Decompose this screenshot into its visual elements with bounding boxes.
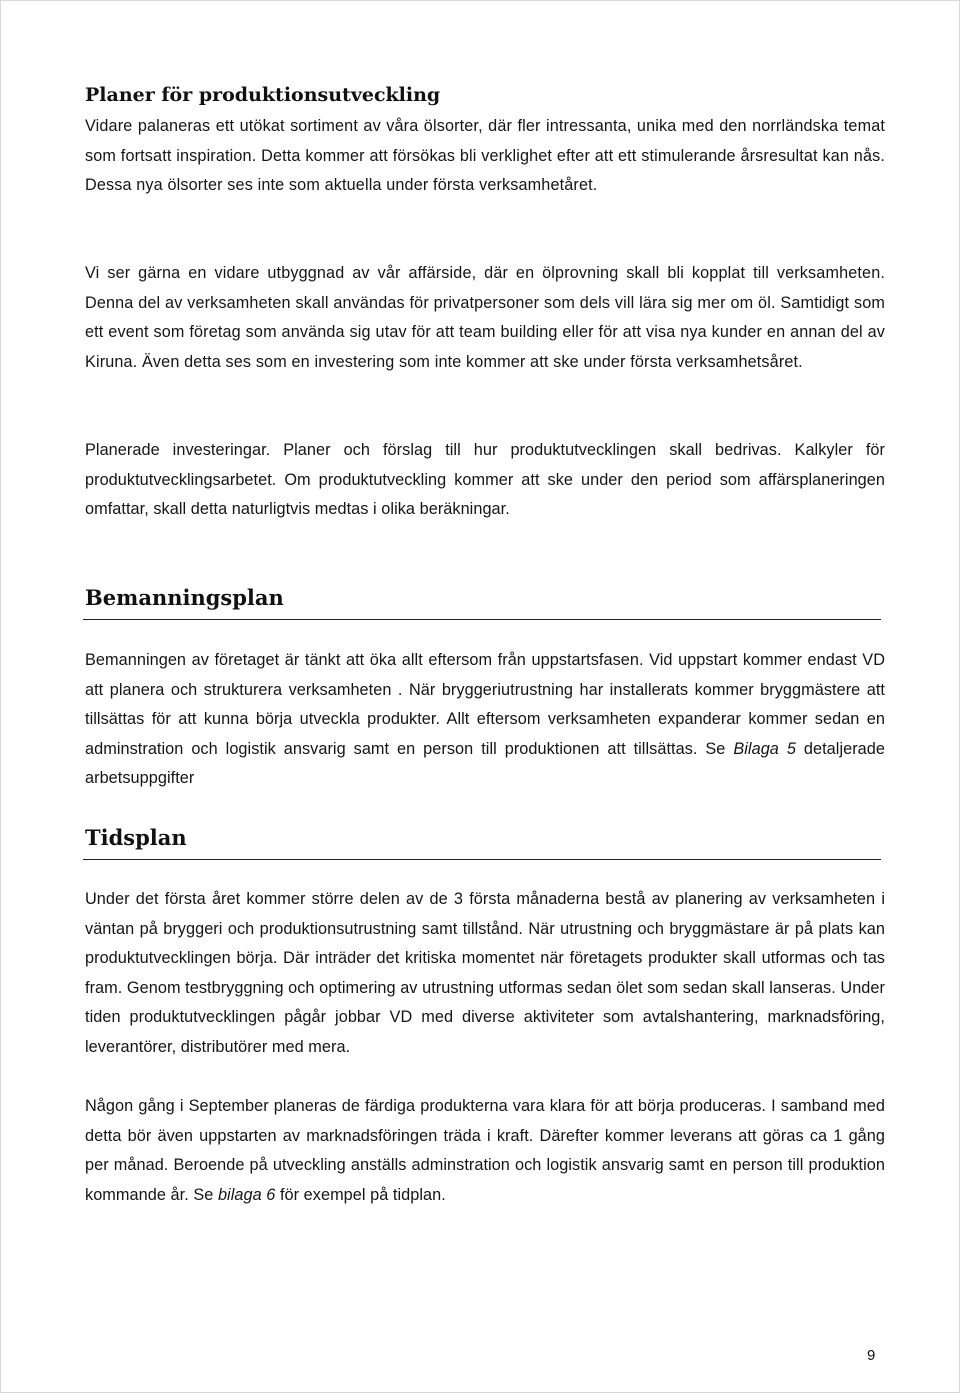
bilaga-reference: Bilaga 5 [733,739,796,758]
paragraph-produktutveckling-1: Vidare palaneras ett utökat sortiment av våra ölsorter, där fler intressanta, unika med den norrländska temat som fortsatt inspiration. Detta kommer att försökas bli verklighet efter att ett stimulerande årsresultat kan nås. Dessa nya ölsorter ses inte som aktuella under första verksamhetåret. [85,117,885,194]
page-number: 9 [867,1347,876,1364]
paragraph-text: Bemanningen av företaget är tänkt att öka allt eftersom från uppstartsfasen. Vid uppstart kommer endast VD att planera och strukturera verksamheten . När bryggeriutrustning har installerats kommer bryggmästere att tillsättas för att kunna börja utveckla produkter. Allt eftersom verksamheten expanderar kommer sedan en adminstration och logistik ansvarig samt en person till produktionen att tillsättas. Se [85,651,885,758]
paragraph-tidsplan-2 [85,1092,885,1210]
section-title-tidsplan: Tidsplan [85,825,187,850]
section-title-produktutveckling: Planer för produktionsutveckling [85,84,441,106]
bilaga-reference: bilaga 6 [217,1185,276,1204]
paragraph-tidsplan-1: Under det första året kommer större delen av de 3 första månaderna bestå av planering av verksamheten i väntan på bryggeri och produktionsutrustning samt tillstånd. När utrustning och bryggmästare är på plats kan produktutvecklingen börja. Där inträder det kritiska momentet när företagets produkter skall utformas och tas fram. Genom testbryggning och optimering av utrustning utformas sedan ölet som sedan skall lanseras. Under tiden produktutvecklingen pågår jobbar VD med diverse aktiviteter som avtalshantering, marknadsföring, leverantörer, distributörer med mera. [85,890,885,1056]
paragraph-text: för exempel på tidplan. [275,1185,446,1204]
section-title-bemanningsplan: Bemanningsplan [85,585,284,610]
paragraph-text: detaljerade arbetsuppgifter [85,739,886,787]
paragraph-text: Någon gång i September planeras de färdiga produkterna vara klara för att börja produceras. I samband med detta bör även uppstarten av marknadsföringen träda i kraft. Därefter kommer leverans att göras ca 1 gång per månad. Beroende på utveckling anställs adminstration och logistik ansvarig samt en person till produktion kommande år. Se [85,1097,885,1204]
paragraph-bemanning-1 [85,646,885,794]
section-divider [83,619,881,620]
section-divider [83,859,881,860]
paragraph-produktutveckling-3: Planerade investeringar. Planer och förslag till hur produktutvecklingen skall bedrivas. Kalkyler för produktutvecklingsarbetet. Om produktutveckling kommer att ske under den period som affärsplaneringen omfattar, skall detta naturligtvis medtas i olika beräkningar. [85,441,885,518]
paragraph-produktutveckling-2: Vi ser gärna en vidare utbyggnad av vår affärside, där en ölprovning skall bli kopplat till verksamheten. Denna del av verksamheten skall användas för privatpersoner som dels vill lära sig mer om öl. Samtidigt som ett event som företag som använda sig utav för att team building eller för att visa nya kunder en annan del av Kiruna. Även detta ses som en investering som inte kommer att ske under första verksamhetsåret. [85,264,885,371]
